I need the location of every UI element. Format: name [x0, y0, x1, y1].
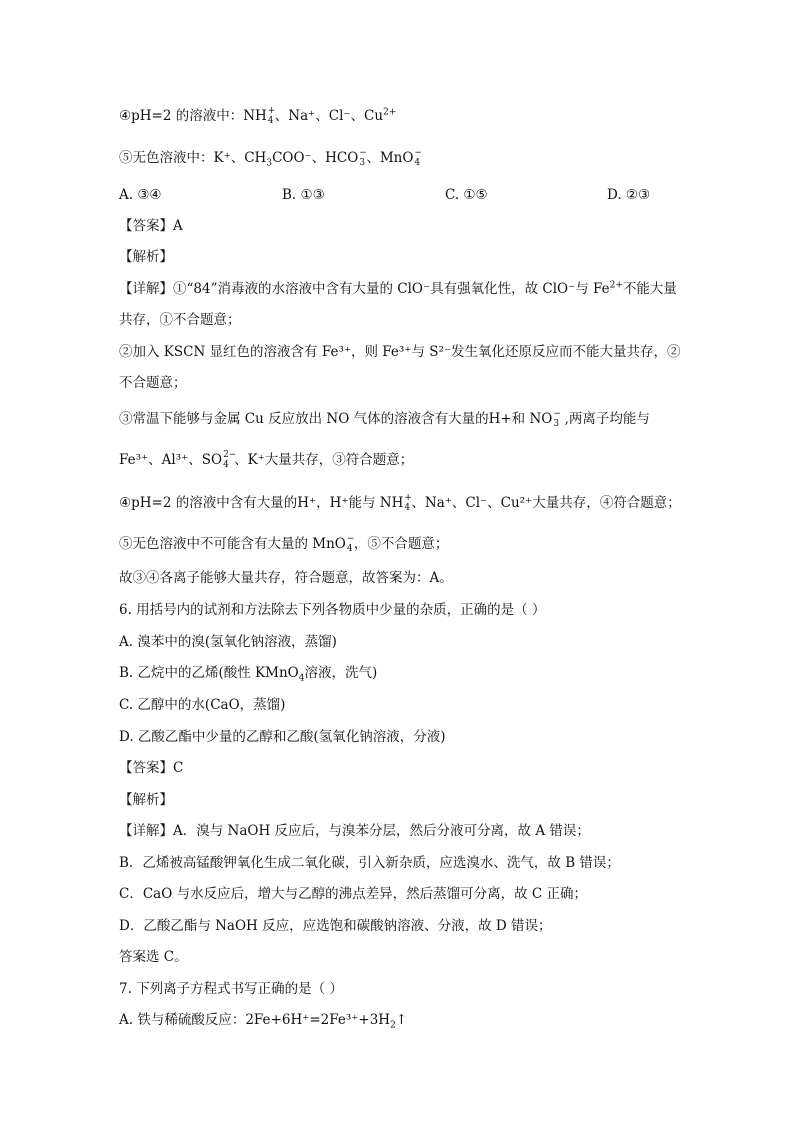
- q6-option-b: B. 乙烷中的乙烯(酸性 KMnO$_4$溶液，洗气): [119, 665, 378, 684]
- q5-option-d: D. ②③: [607, 187, 651, 203]
- q5-option-b: B. ①③: [282, 187, 325, 203]
- q6-option-d: D. 乙酸乙酯中少量的乙醇和乙酸(氢氧化钠溶液，分液): [119, 729, 446, 745]
- q5-item-4: ④pH=2 的溶液中：NH + 4 、Na⁺、Cl⁻、$Cu^{2+}$: [119, 105, 397, 126]
- q6-conclusion: 答案选 C。: [119, 949, 188, 965]
- q7-stem: 7. 下列离子方程式书写正确的是（ ）: [119, 981, 343, 997]
- q5-option-c: C. ①⑤: [445, 187, 488, 203]
- q5-detail-3-cont: Fe³⁺、Al³⁺、SO 2− 4 、K⁺大量共存，③符合题意；: [119, 449, 414, 470]
- q5-item-5: ⑤无色溶液中：K⁺、$CH_3COO^-$、HCO − 3 、MnO − 4: [119, 147, 422, 169]
- q6-detail-b: B．乙烯被高锰酸钾氧化生成二氧化碳，引入新杂质，应选溴水、洗气，故 B 错误；: [119, 855, 620, 871]
- q6-detail-a: 【详解】A．溴与 NaOH 反应后，与溴苯分层，然后分液可分离，故 A 错误；: [119, 823, 590, 839]
- q5-detail-1: 【详解】①“84”消毒液的水溶液中含有大量的 ClO⁻具有强氧化性，故 ClO⁻与 $Fe^{2+}$不能大量: [119, 280, 677, 297]
- q5-detail-1-cont: 共存，①不合题意；: [119, 312, 241, 328]
- q5-detail-3: ③常温下能够与金属 Cu 反应放出 NO 气体的溶液含有大量的H+和 NO − 3 ,两离子均能与: [119, 408, 650, 429]
- q6-analysis-heading: 【解析】: [119, 792, 173, 808]
- q6-detail-d: D．乙酸乙酯与 NaOH 反应，应选饱和碳酸钠溶液、分液，故 D 错误；: [119, 918, 552, 934]
- q6-detail-c: C．CaO 与水反应后，增大与乙醇的沸点差异，然后蒸馏可分离，故 C 正确；: [119, 886, 587, 902]
- q6-option-c: C. 乙醇中的水(CaO，蒸馏): [119, 697, 286, 713]
- q5-detail-2: ②加入 KSCN 显红色的溶液含有 Fe³⁺，则 Fe³⁺与 S²⁻发生氧化还原反应而不能大量共存，②: [119, 344, 681, 360]
- q5-options: [119, 185, 679, 205]
- q5-detail-4: ④pH=2 的溶液中含有大量的H⁺，H⁺能与 NH + 4 、Na⁺、Cl⁻、Cu²⁺大量共存，④符合题意；: [119, 492, 681, 513]
- q5-answer: 【答案】A: [119, 218, 183, 234]
- q5-option-a: A. ③④: [119, 187, 162, 203]
- q5-detail-2-cont: 不合题意；: [119, 375, 187, 391]
- q6-option-a: A. 溴苯中的溴(氢氧化钠溶液，蒸馏): [119, 634, 337, 650]
- q5-detail-5: ⑤无色溶液中不可能含有大量的 MnO − 4 ，⑤不合题意；: [119, 533, 449, 554]
- q6-stem: 6. 用括号内的试剂和方法除去下列各物质中少量的杂质，正确的是（ ）: [119, 602, 546, 618]
- q5-conclusion: 故③④各离子能够大量共存，符合题意，故答案为：A。: [119, 570, 453, 586]
- q6-answer: 【答案】C: [119, 760, 184, 776]
- q7-option-a: A. 铁与稀硫酸反应：$2Fe+6H^+=2Fe^{3+}+3H_2↑$: [119, 1012, 408, 1031]
- q5-analysis-heading: 【解析】: [119, 249, 173, 265]
